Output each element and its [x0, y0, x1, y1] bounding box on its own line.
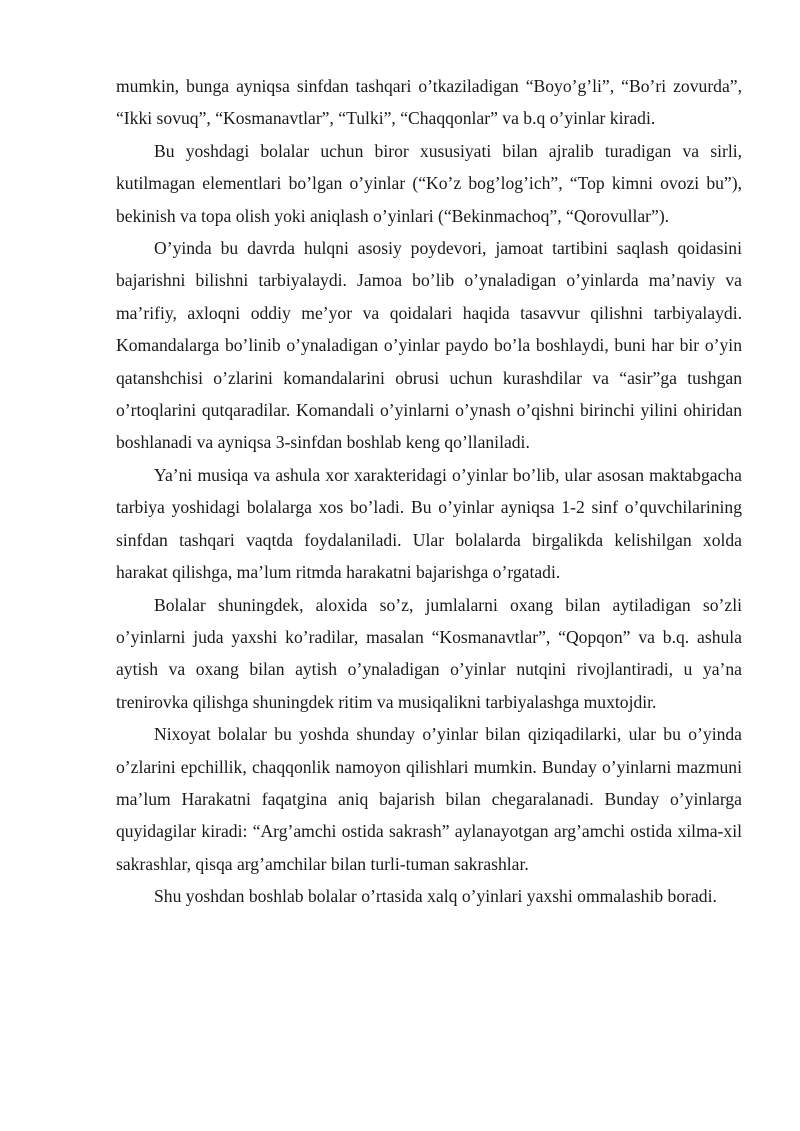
- paragraph-5: Bolalar shuningdek, aloxida so’z, jumlalarni oxang bilan aytiladigan so’zli o’yinlarni juda yaxshi ko’radilar, masalan “Kosmanavtlar”, “Qopqon” va b.q. ashula aytish va oxang bilan aytish o’ynaladigan o’yinlar nutqini rivojlantiradi, u ya’na trenirovka qilishga shuningdek ritim va musiqalikni tarbiyalashga muxtojdir.: [116, 594, 742, 712]
- paragraph-7: Shu yoshdan boshlab bolalar o’rtasida xalq o’yinlari yaxshi ommalashib boradi.: [154, 886, 717, 907]
- paragraph-continuation: mumkin, bunga ayniqsa sinfdan tashqari o’tkaziladigan “Boyo’g’li”, “Bo’ri zovurda”, “Ikki sovuq”, “Kosmanavtlar”, “Tulki”, “Chaqqonlar” va b.q o’yinlar kiradi.: [116, 76, 742, 129]
- body-text: [116, 70, 742, 913]
- paragraph-6: Nixoyat bolalar bu yoshda shunday o’yinlar bilan qiziqadilarki, ular bu o’yinda o’zlarini epchillik, chaqqonlik namoyon qilishlari mumkin. Bunday o’yinlarni mazmuni ma’lum Harakatni faqatgina aniq bajarish bilan chegaralanadi. Bunday o’yinlarga quyidagilar kiradi: “Arg’amchi ostida sakrash” aylanayotgan arg’amchi ostida xilma-xil sakrashlar, qisqa arg’amchilar bilan turli-tuman sakrashlar.: [116, 724, 742, 874]
- paragraph-2: Bu yoshdagi bolalar uchun biror xususiyati bilan ajralib turadigan va sirli, kutilmagan elementlari bo’lgan o’yinlar (“Ko’z bog’log’ich”, “Top kimni ovozi bu”), bekinish va topa olish yoki aniqlash o’yinlari (“Bekinmachoq”, “Qorovullar”).: [116, 140, 742, 226]
- paragraph-4: Ya’ni musiqa va ashula xor xarakteridagi o’yinlar bo’lib, ular asosan maktabgacha tarbiya yoshidagi bolalarga xos bo’ladi. Bu o’yinlar ayniqsa 1-2 sinf o’quvchilarining sinfdan tashqari vaqtda foydalaniladi. Ular bolalarda birgalikda kelishilgan xolda harakat qilishga, ma’lum ritmda harakatni bajarishga o’rgatadi.: [116, 464, 742, 583]
- paragraph-3: O’yinda bu davrda hulqni asosiy poydevori, jamoat tartibini saqlash qoidasini bajarishni bilishni tarbiyalaydi. Jamoa bo’lib o’ynaladigan o’yinlarda ma’naviy va ma’rifiy, axloqni oddiy me’yor va qoidalari haqida tasavvur qilishni tarbiyalaydi. Komandalarga bo’linib o’ynaladigan o’yinlar paydo bo’la boshlaydi, buni har bir o’yin qatanshchisi o’zlarini komandalarini obrusi uchun kurashdilar va “asir”ga tushgan o’rtoqlarini qutqaradilar. Komandali o’yinlarni o’ynash o’qishni birinchi yilini ohiridan boshlanadi va ayniqsa 3-sinfdan boshlab keng qo’llaniladi.: [116, 238, 742, 453]
